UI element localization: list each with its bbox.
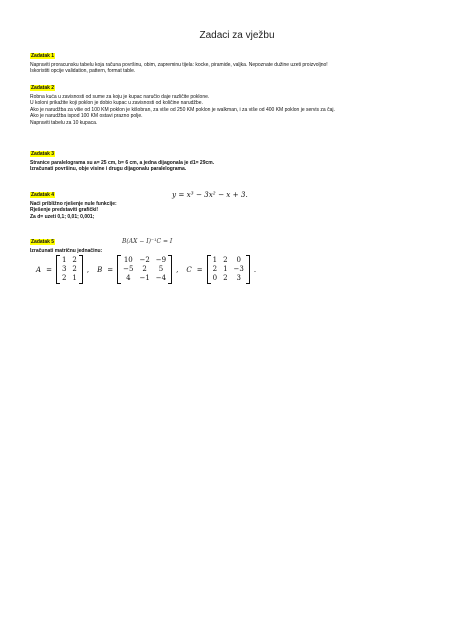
task-text-line: Naći približno rješenje nule funkcije: [30,201,117,207]
matrix-cell: 2 [72,256,77,264]
matrix-definitions [34,255,262,284]
matrix-cell: 1 [61,256,67,264]
matrix-c [207,255,250,284]
matrix-cell: 4 [126,274,131,282]
task-text-line: Ako je narudžba za više od 100 KM poklon je kišobran, za više od 250 KM poklon je walkman, i za više od 400 KM poklon je servis za čaj. [30,106,335,113]
separator: , [86,265,90,274]
task-label: Zadatak 1 [31,53,55,59]
task-text-line: Robna kuća u zavisnosti od sume za koju je kupac naručio daje različite poklone. [30,94,210,100]
matrix-cell: 10 [123,256,133,264]
task-text-line: Rješenje predstaviti grafički! [30,207,99,214]
task-label: Zadatak 3 [31,151,55,157]
matrix-cell: 1 [72,274,77,282]
matrix-cell: 2 [142,265,147,273]
matrix-cell: −9 [155,256,167,264]
matrix-cell: 2 [72,265,77,273]
matrix-cell: 3 [61,265,67,273]
equals-sign: = [46,265,52,274]
matrix-cell: 2 [223,256,228,264]
function-formula: y = x³ − 3x² − x + 3. [172,190,248,199]
task-text-line: Stranice paralelograma su a= 25 cm, b= 6 cm, a jedna dijagonala je d1= 29cm. [30,160,215,166]
matrix-grid [60,255,79,284]
matrix-cell: 2 [61,274,67,282]
matrix-cell: 5 [158,265,164,273]
matrix-cell: 3 [236,274,241,282]
task-4 [30,183,450,220]
matrix-cell: 1 [212,256,218,264]
task-text-line: Izračunati matričnu jednačinu: [30,248,103,254]
matrix-equation: B(AX − I)⁻¹C = I [122,238,173,245]
task-text-line: U koloni prikažite koji poklon je dobio kupac u zavisnosti od količine narudžbe. [30,100,203,107]
task-2 [30,76,450,126]
task-text-line: Ako je narudžba ispod 100 KM ostavi prazno polje. [30,113,143,120]
task-text-line: Iskoristiti opcije validation, pattern, format table. [30,68,136,75]
matrix-cell: 1 [223,265,228,273]
right-bracket [246,255,250,284]
task-label: Zadatak 2 [31,85,55,91]
matrix-cell: −1 [139,274,150,282]
task-label: Zadatak 4 [31,192,55,198]
task-label: Zadatak 5 [31,239,55,245]
task-text-line: Napraviti tabelu za 10 kupaca. [30,119,98,126]
matrix-b-name: B [97,265,103,274]
page-title: Zadaci za vježbu [199,30,275,41]
separator: , [176,265,179,274]
equals-sign: = [107,265,114,274]
matrix-cell: −2 [139,256,150,264]
matrix-cell: 2 [223,274,228,282]
matrix-cell: −3 [233,265,244,273]
separator: . [253,265,257,274]
right-bracket [168,255,172,284]
matrix-grid [121,255,168,284]
matrix-grid [211,255,246,284]
task-text-line: Za d= uzeti 0,1; 0,01; 0,001; [30,213,95,220]
matrix-cell: −5 [123,265,134,273]
matrix-cell: 0 [236,256,241,264]
right-bracket [79,255,83,284]
task-3 [30,142,450,173]
matrix-c-name: C [186,265,192,274]
matrix-cell: 2 [212,265,218,273]
matrix-cell: −4 [155,274,167,282]
task-5 [30,230,450,254]
task-text-line: Izračunati površinu, obje visine i drugu dijagonalu paralelograma. [30,166,187,173]
equals-sign: = [196,265,203,274]
task-1 [30,44,450,75]
task-text-line: Napraviti proracunsku tabelu koja računa površinu, obim, zapreminu tijela: kocke, piramide, valjka. Nepoznate dužine uzeti proizvoljno! [30,62,328,68]
matrix-a [56,255,83,284]
matrix-a-name: A [36,265,42,274]
matrix-b [117,255,172,284]
matrix-cell: 0 [212,274,218,282]
